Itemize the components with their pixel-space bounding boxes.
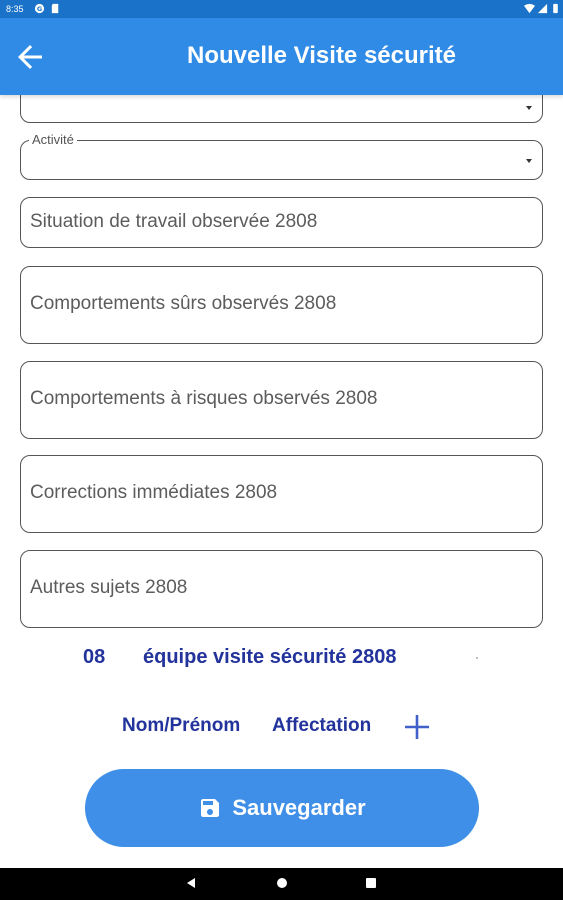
svg-text:G: G: [36, 4, 43, 13]
wifi-icon: [524, 3, 535, 14]
app-notification-icon: [34, 3, 45, 14]
dropdown-arrow-icon: [526, 159, 532, 163]
status-bar: [0, 0, 563, 18]
comportements-surs-input[interactable]: [20, 266, 543, 344]
nav-home-icon[interactable]: [277, 878, 287, 888]
column-affectation: Affectation: [272, 715, 372, 736]
team-columns-header: [0, 712, 563, 742]
save-button[interactable]: [85, 769, 479, 847]
dropdown-arrow-icon: [526, 106, 532, 110]
status-time: 8:35: [6, 4, 24, 14]
scroll-indicator: [476, 657, 478, 659]
team-section-header: [0, 643, 563, 673]
previous-dropdown[interactable]: [20, 95, 543, 123]
situation-travail-input[interactable]: [20, 197, 543, 248]
comportements-risques-placeholder: Comportements à risques observés 2808: [30, 388, 378, 409]
battery-icon: [550, 3, 561, 14]
corrections-immediates-input[interactable]: [20, 455, 543, 533]
corrections-immediates-placeholder: Corrections immédiates 2808: [30, 482, 278, 503]
back-button[interactable]: [10, 38, 50, 76]
signal-icon: [537, 3, 548, 14]
app-bar: [0, 18, 563, 95]
system-navigation-bar: [0, 868, 563, 900]
comportements-surs-placeholder: Comportements sûrs observés 2808: [30, 293, 337, 314]
plus-icon: [402, 712, 432, 742]
form-content[interactable]: [0, 95, 563, 868]
autres-sujets-input[interactable]: [20, 550, 543, 628]
autres-sujets-placeholder: Autres sujets 2808: [30, 577, 188, 598]
nav-back-icon[interactable]: [187, 878, 195, 888]
team-count: 08: [83, 646, 106, 668]
save-button-label: Sauvegarder: [232, 795, 366, 820]
column-nom-prenom: Nom/Prénom: [122, 715, 241, 736]
activite-dropdown[interactable]: [20, 132, 543, 180]
add-member-button[interactable]: [402, 712, 432, 742]
sd-card-icon: [50, 3, 61, 14]
arrow-left-icon: [12, 39, 48, 75]
floppy-disk-icon: [198, 796, 222, 820]
nav-recents-icon[interactable]: [366, 878, 376, 888]
activite-label: Activité: [29, 132, 77, 147]
page-title: Nouvelle Visite sécurité: [186, 42, 456, 69]
comportements-risques-input[interactable]: [20, 361, 543, 439]
team-title: équipe visite sécurité 2808: [143, 646, 397, 668]
situation-travail-placeholder: Situation de travail observée 2808: [30, 211, 318, 232]
